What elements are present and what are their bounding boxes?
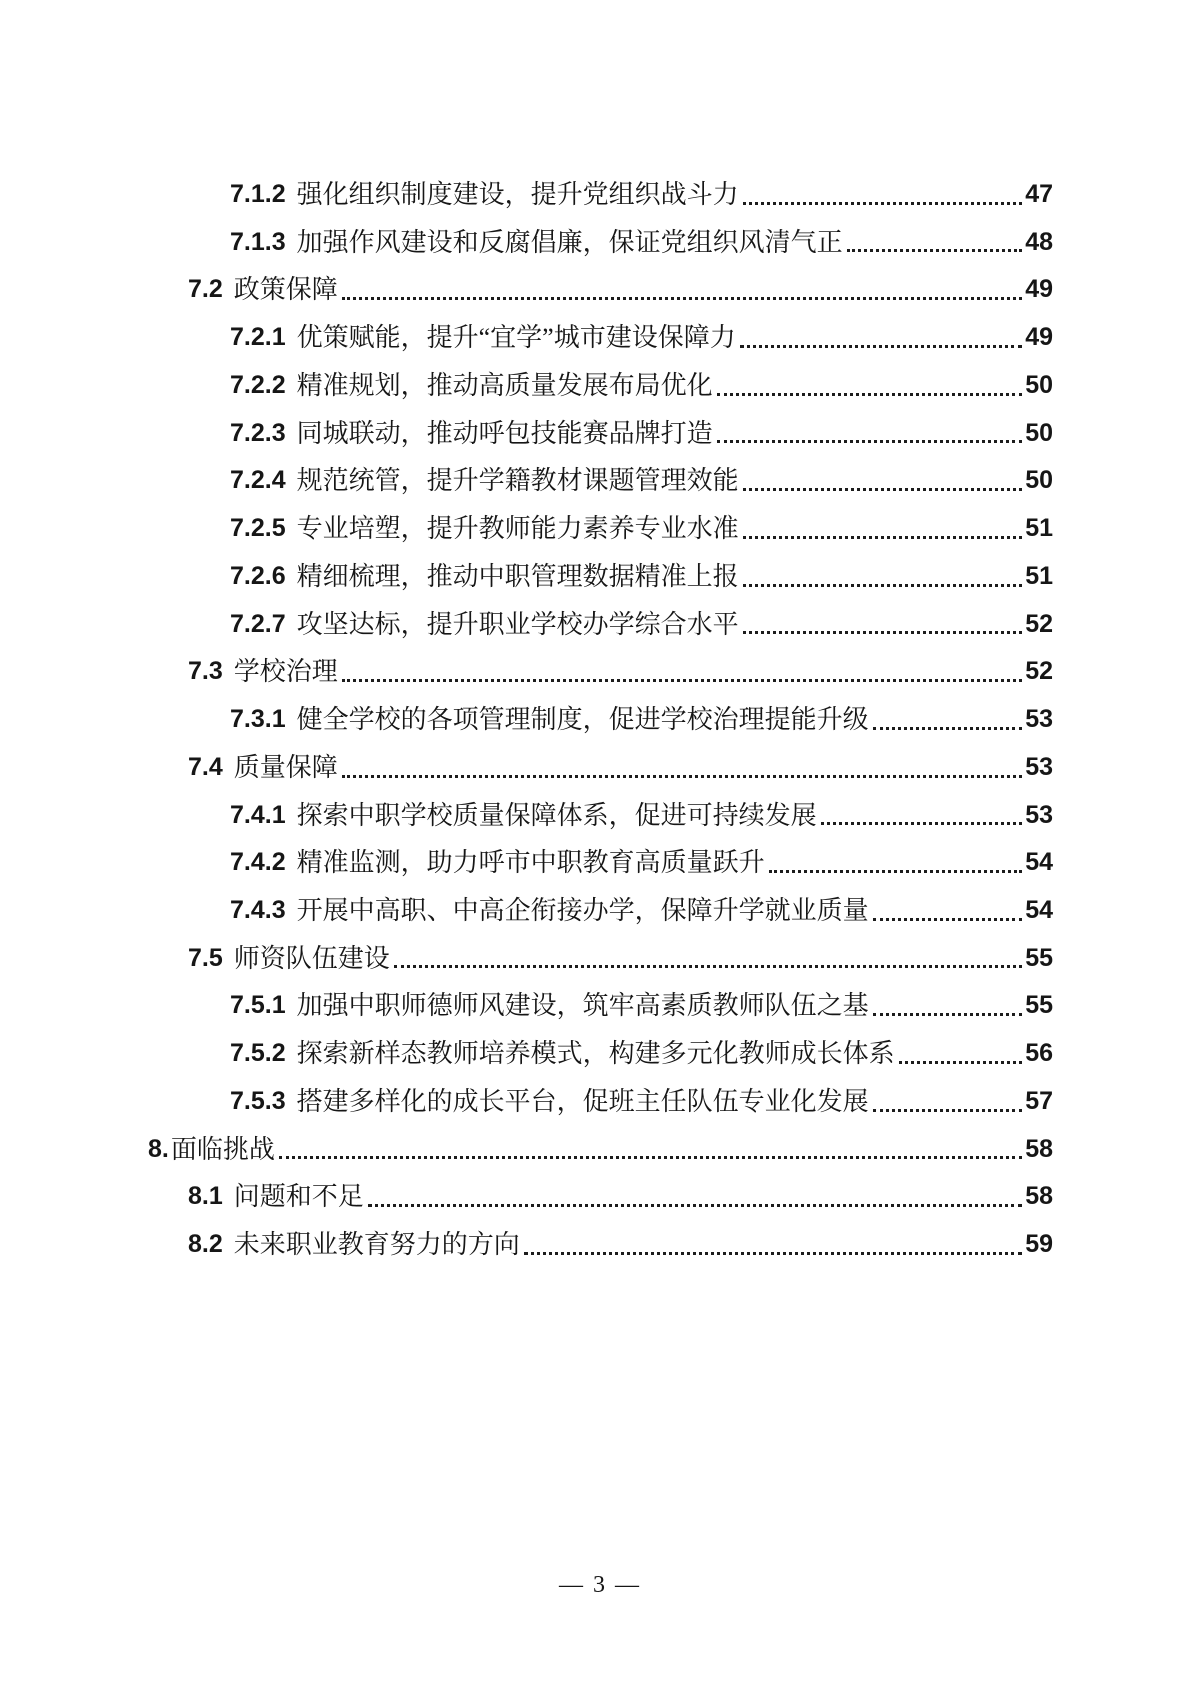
toc-entry-title: 探索新样态教师培养模式，构建多元化教师成长体系 [296, 1039, 895, 1069]
toc-leader-dots [739, 457, 1026, 505]
toc-entry-number: 7.2.7 [230, 609, 286, 638]
toc-entry[interactable] [148, 839, 1053, 887]
toc-entry-page: 55 [1025, 991, 1053, 1020]
toc-entry-number: 7.2.3 [230, 418, 286, 447]
toc-entry[interactable] [148, 648, 1053, 696]
toc-entry-title: 专业培塑，提升教师能力素养专业水准 [296, 514, 739, 544]
toc-leader-dots [338, 744, 1025, 792]
toc-entry-title: 问题和不足 [233, 1182, 364, 1212]
toc-entry-page: 53 [1025, 800, 1053, 829]
toc-entry-title: 政策保障 [233, 275, 338, 305]
toc-leader-dots [338, 648, 1025, 696]
toc-entry-page: 55 [1025, 943, 1053, 972]
toc-entry-number: 8. [148, 1134, 169, 1163]
toc-leader-dots [713, 362, 1026, 410]
toc-entry[interactable] [148, 1126, 1053, 1174]
toc-entry-page: 47 [1025, 180, 1053, 208]
toc-entry[interactable] [148, 1078, 1053, 1126]
toc-entry-title: 面临挑战 [170, 1134, 275, 1164]
toc-leader-dots [869, 887, 1026, 935]
toc-entry-number: 7.2.5 [230, 514, 286, 543]
toc-entry-number: 7.5.2 [230, 1039, 286, 1068]
toc-entry-page: 57 [1025, 1086, 1053, 1115]
toc-entry-page: 51 [1025, 561, 1053, 590]
toc-entry[interactable] [148, 410, 1053, 458]
toc-leader-dots [869, 696, 1026, 744]
toc-entry[interactable] [148, 219, 1053, 267]
toc-entry-page: 52 [1025, 657, 1053, 686]
toc-entry-number: 7.1.3 [230, 227, 286, 256]
toc-entry[interactable] [148, 887, 1053, 935]
toc-entry-title: 规范统管，提升学籍教材课题管理效能 [296, 466, 739, 496]
toc-leader-dots [338, 266, 1025, 314]
toc-entry-page: 50 [1025, 418, 1053, 447]
toc-entry-number: 7.2 [188, 275, 223, 304]
table-of-contents [148, 171, 1053, 1269]
toc-entry-title: 学校治理 [233, 657, 338, 687]
toc-entry-title: 强化组织制度建设，提升党组织战斗力 [296, 180, 739, 209]
toc-leader-dots [843, 219, 1026, 267]
page-number-footer: — 3 — [559, 1572, 641, 1598]
toc-entry-number: 7.3.1 [230, 705, 286, 734]
toc-entry[interactable] [148, 362, 1053, 410]
toc-entry-number: 7.5.1 [230, 991, 286, 1020]
toc-leader-dots [869, 982, 1026, 1030]
toc-entry-number: 7.4.3 [230, 896, 286, 925]
toc-entry-title: 同城联动，推动呼包技能赛品牌打造 [296, 418, 713, 448]
toc-entry[interactable] [148, 505, 1053, 553]
toc-entry[interactable] [148, 982, 1053, 1030]
toc-entry[interactable] [148, 935, 1053, 983]
toc-entry-title: 优策赋能，提升“宜学”城市建设保障力 [296, 323, 736, 353]
toc-entry-page: 56 [1025, 1039, 1053, 1068]
toc-leader-dots [765, 839, 1026, 887]
toc-entry-title: 师资队伍建设 [233, 943, 390, 973]
toc-entry-title: 加强中职师德师风建设，筑牢高素质教师队伍之基 [296, 991, 869, 1021]
toc-entry-number: 7.2.1 [230, 323, 286, 352]
toc-entry-page: 50 [1025, 370, 1053, 399]
toc-entry[interactable] [148, 266, 1053, 314]
toc-entry-title: 质量保障 [233, 752, 338, 782]
toc-entry-title: 未来职业教育努力的方向 [233, 1230, 520, 1260]
toc-leader-dots [739, 553, 1026, 601]
toc-entry[interactable] [148, 457, 1053, 505]
toc-entry[interactable] [148, 696, 1053, 744]
toc-entry-number: 8.1 [188, 1182, 223, 1211]
toc-entry-page: 50 [1025, 466, 1053, 495]
toc-leader-dots [713, 410, 1026, 458]
toc-entry-page: 58 [1025, 1134, 1053, 1163]
toc-leader-dots [736, 314, 1025, 362]
toc-entry-number: 7.5.3 [230, 1086, 286, 1115]
toc-entry-page: 49 [1025, 323, 1053, 352]
toc-leader-dots [739, 171, 1026, 219]
toc-entry-number: 7.3 [188, 657, 223, 686]
toc-entry-number: 8.2 [188, 1230, 223, 1259]
toc-entry[interactable] [148, 1030, 1053, 1078]
toc-entry-title: 健全学校的各项管理制度，促进学校治理提能升级 [296, 705, 869, 735]
toc-entry-number: 7.2.2 [230, 370, 286, 399]
toc-leader-dots [364, 1173, 1025, 1221]
toc-entry[interactable] [148, 1221, 1053, 1269]
toc-entry[interactable] [148, 553, 1053, 601]
toc-entry-page: 49 [1025, 275, 1053, 304]
toc-entry-title: 搭建多样化的成长平台，促班主任队伍专业化发展 [296, 1086, 869, 1116]
toc-leader-dots [390, 935, 1025, 983]
toc-entry-page: 58 [1025, 1182, 1053, 1211]
toc-entry-page: 48 [1025, 227, 1053, 256]
toc-entry[interactable] [148, 601, 1053, 649]
toc-entry-page: 53 [1025, 752, 1053, 781]
toc-entry-title: 攻坚达标，提升职业学校办学综合水平 [296, 609, 739, 639]
toc-leader-dots [895, 1030, 1026, 1078]
toc-entry-number: 7.5 [188, 943, 223, 972]
toc-entry-title: 精准监测，助力呼市中职教育高质量跃升 [296, 848, 765, 878]
toc-entry-number: 7.4.1 [230, 800, 286, 829]
toc-entry-page: 54 [1025, 848, 1053, 877]
toc-entry-title: 开展中高职、中高企衔接办学，保障升学就业质量 [296, 896, 869, 926]
toc-entry-number: 7.4 [188, 752, 223, 781]
toc-entry-title: 加强作风建设和反腐倡廉，保证党组织风清气正 [296, 227, 843, 257]
toc-leader-dots [869, 1078, 1026, 1126]
toc-entry-number: 7.4.2 [230, 848, 286, 877]
toc-entry[interactable] [148, 314, 1053, 362]
toc-entry-page: 52 [1025, 609, 1053, 638]
toc-leader-dots [817, 792, 1026, 840]
toc-entry[interactable] [148, 744, 1053, 792]
toc-entry-page: 53 [1025, 705, 1053, 734]
toc-leader-dots [275, 1126, 1025, 1174]
toc-entry-number: 7.2.6 [230, 561, 286, 590]
toc-entry-page: 54 [1025, 896, 1053, 925]
toc-entry[interactable] [148, 792, 1053, 840]
toc-entry-title: 精细梳理，推动中职管理数据精准上报 [296, 561, 739, 591]
toc-entry[interactable] [148, 1173, 1053, 1221]
toc-leader-dots [520, 1221, 1025, 1269]
toc-leader-dots [739, 601, 1026, 649]
toc-entry-page: 51 [1025, 514, 1053, 543]
toc-leader-dots [739, 505, 1026, 553]
toc-entry-number: 7.2.4 [230, 466, 286, 495]
toc-entry[interactable] [148, 171, 1053, 219]
toc-entry-page: 59 [1025, 1230, 1053, 1259]
toc-entry-number: 7.1.2 [230, 180, 286, 208]
toc-entry-title: 探索中职学校质量保障体系，促进可持续发展 [296, 800, 817, 830]
toc-entry-title: 精准规划，推动高质量发展布局优化 [296, 370, 713, 400]
